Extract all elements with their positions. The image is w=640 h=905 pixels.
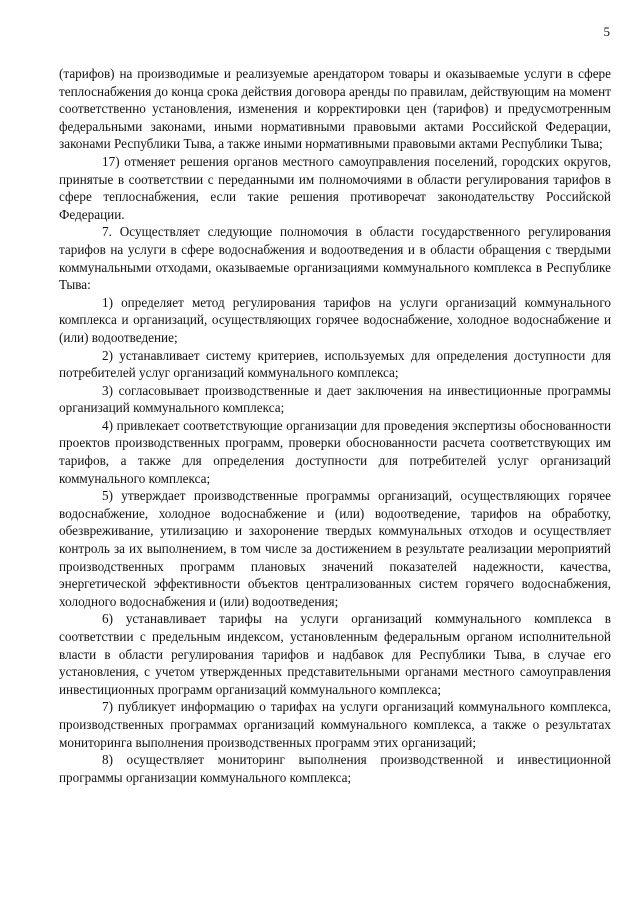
paragraph-item-5: 5) утверждает производственные программы организаций, осуществляющих горячее водоснабжение, холодное водоснабжение и (или) водоотведение, тарифов на обработку, обезвреживание, утилизацию и захоронение твердых коммунальных отходов и осуществляет контроль за их выполнением, в том числе за достижением в результате реализации мероприятий производственных программ плановых значений показателей надежности, качества, энергетической эффективности объектов централизованных систем горячего водоснабжения, холодного водоснабжения и (или) водоотведения; bbox=[59, 488, 611, 609]
paragraph-item-2: 2) устанавливает систему критериев, используемых для определения доступности для потребителей услуг организаций коммунального комплекса; bbox=[59, 347, 611, 381]
paragraph-item-7: 7) публикует информацию о тарифах на услуги организаций коммунального комплекса, производственных программах организаций коммунального комплекса, а также о результатах мониторинга выполнения производственных программ этих организаций; bbox=[59, 699, 611, 750]
paragraph-item-6: 6) устанавливает тарифы на услуги организаций коммунального комплекса в соответствии с предельным индексом, установленным федеральным органом исполнительной власти в области регулирования тарифов и надбавок для Республики Тыва, в случае его установления, с учетом утвержденных представительными органами местного самоуправления инвестиционных программ организаций коммунального комплекса; bbox=[59, 611, 611, 697]
paragraph-item-8: 8) осуществляет мониторинг выполнения производственной и инвестиционной программы организации коммунального комплекса; bbox=[59, 752, 611, 785]
paragraph-tariffs-continuation: (тарифов) на производимые и реализуемые арендатором товары и оказываемые услуги в сфере теплоснабжения до конца срока действия договора аренды по правилам, действующим на момент соответственно установления, изменения и корректировки цен (тарифов) и предусмотренным федеральными законами, иными нормативными правовыми актами Российской Федерации, законами Республики Тыва, а также иными нормативными правовыми актами Республики Тыва; bbox=[59, 66, 611, 152]
paragraph-section-7: 7. Осуществляет следующие полномочия в области государственного регулирования тарифов на услуги в сфере водоснабжения и водоотведения и в области обращения с твердыми коммунальными отходами, оказываемые организациями коммунального комплекса в Республике Тыва: bbox=[59, 224, 611, 293]
paragraph-item-3: 3) согласовывает производственные и дает заключения на инвестиционные программы организаций коммунального комплекса; bbox=[59, 382, 611, 416]
page-number: 5 bbox=[603, 24, 610, 39]
document-body bbox=[59, 65, 611, 786]
paragraph-item-4: 4) привлекает соответствующие организации для проведения экспертизы обоснованности проектов производственных программ, проверки обоснованности расчета соответствующих им тарифов, а также для определения доступности для потребителей услуг организаций коммунального комплекса; bbox=[59, 417, 611, 486]
paragraph-item-1: 1) определяет метод регулирования тарифов на услуги организаций коммунального комплекса и организаций, осуществляющих горячее водоснабжение, холодное водоснабжение и (или) водоотведение; bbox=[59, 294, 611, 345]
paragraph-item-17: 17) отменяет решения органов местного самоуправления поселений, городских округов, принятые в соответствии с переданными им полномочиями в области регулирования тарифов в сфере теплоснабжения, если такие решения противоречат законодательству Российской Федерации. bbox=[59, 153, 611, 222]
